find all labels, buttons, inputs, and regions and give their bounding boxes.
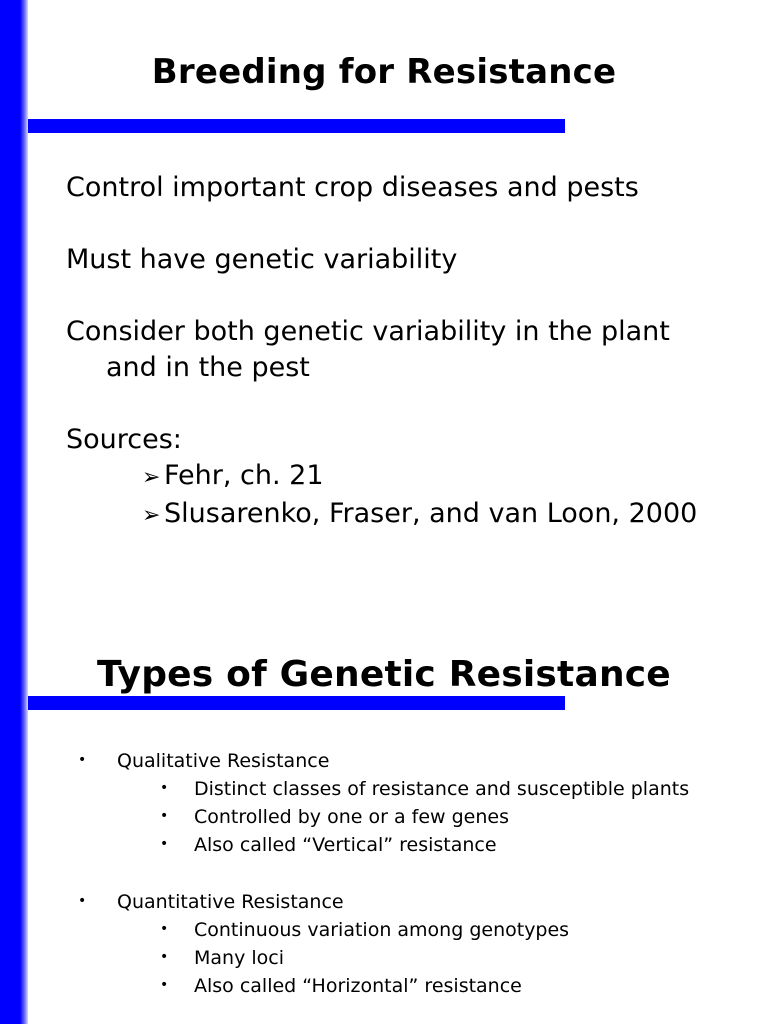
group-label: Qualitative Resistance [117,750,330,772]
list-item: Controlled by one or a few genes [194,806,509,828]
source-item [66,458,697,496]
source-item [66,496,697,534]
bullet-dot-icon: • [160,780,169,796]
arrow-bullet-icon: ➢ [142,465,161,490]
title-underline [28,696,565,710]
bullet-dot-icon: • [78,752,87,768]
title-underline [28,119,565,133]
source-text: Fehr, ch. 21 [164,460,324,491]
list-item: Many loci [194,947,284,969]
bullet-dot-icon: • [160,921,169,937]
slide-types-of-genetic-resistance [0,600,768,1024]
bullet-dot-icon: • [160,949,169,965]
bullet-dot-icon: • [160,977,169,993]
body-text [66,242,457,278]
bullet-text: Control important crop diseases and pests [66,172,639,203]
bullet-dot-icon: • [160,808,169,824]
list-item: Also called “Horizontal” resistance [194,975,522,997]
body-text [66,314,670,386]
bullet-text: Must have genetic variability [66,244,458,275]
bullet-dot-icon: • [78,893,87,909]
body-text [66,170,639,206]
slide-title: Types of Genetic Resistance [97,654,671,695]
bullet-text-continuation: and in the pest [106,352,310,383]
bullet-dot-icon: • [160,836,169,852]
source-text: Slusarenko, Fraser, and van Loon, 2000 [164,498,698,529]
arrow-bullet-icon: ➢ [142,503,161,528]
bullet-text: Consider both genetic variability in the plant [66,316,670,347]
sources-block [66,422,697,534]
list-item: Also called “Vertical” resistance [194,834,497,856]
slide-title: Breeding for Resistance [151,52,617,92]
list-item: Continuous variation among genotypes [194,919,570,941]
sources-label: Sources: [66,424,182,455]
group-label: Quantitative Resistance [117,891,344,913]
list-item: Distinct classes of resistance and susceptible plants [194,778,690,800]
